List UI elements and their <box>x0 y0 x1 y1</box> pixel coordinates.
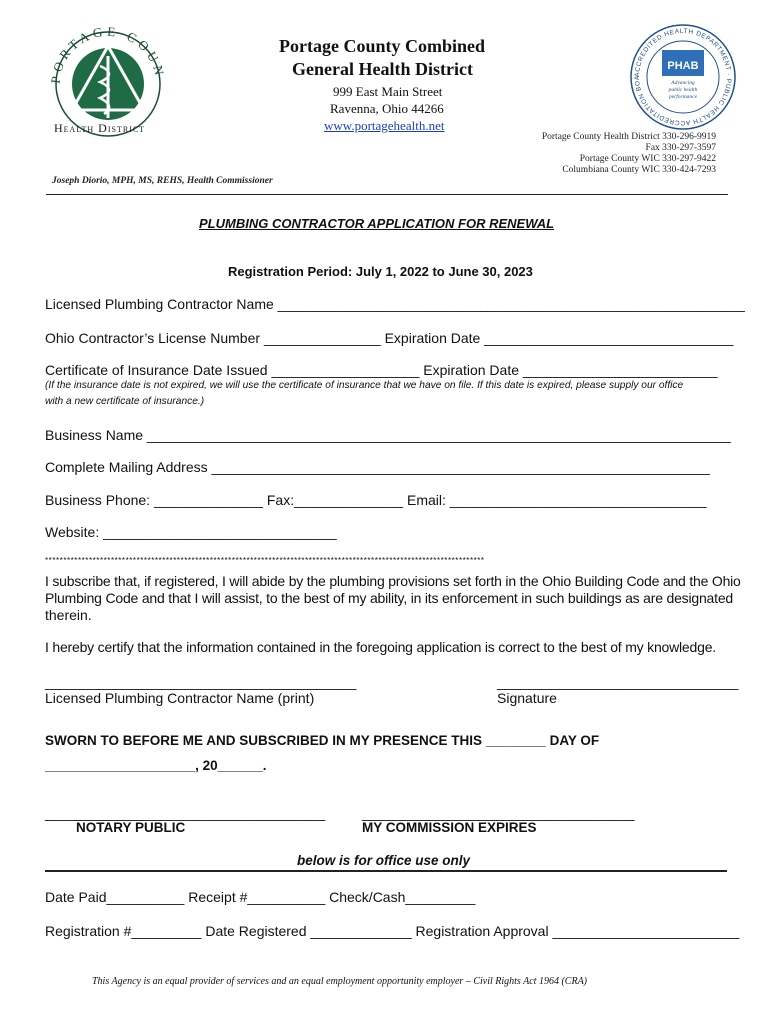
contact-line: Portage County WIC 330-297-9422 <box>579 154 716 164</box>
logo-caption: Health District <box>54 121 146 135</box>
business-name-field[interactable]: Business Name ___________________________________________________________________________ <box>45 427 731 443</box>
seal-acronym: PHAB <box>667 60 699 72</box>
seal-tagline-3: performance <box>668 94 698 100</box>
contact-line: Portage County Health District 330-296-9919 <box>541 132 716 142</box>
form-title: PLUMBING CONTRACTOR APPLICATION FOR RENEWAL <box>199 216 555 231</box>
seal-tagline-2: public health <box>668 87 698 93</box>
commission-blank[interactable]: ___________________________________ <box>362 805 635 821</box>
contact-block <box>542 132 716 176</box>
commissioner-name: Joseph Diorio, MPH, MS, REHS, Health Commissioner <box>52 176 273 186</box>
subscribe-line-2: Plumbing Code and that I will assist, to the best of my ability, in its enforcement in such buildings as are designated <box>45 590 733 606</box>
certify-statement: I hereby certify that the information contained in the foregoing application is correct to the best of my knowledge. <box>45 639 716 655</box>
notary-blank[interactable]: ____________________________________ <box>45 805 326 821</box>
header-divider <box>46 194 728 195</box>
logo-ring-text: PORTAGE COUN <box>48 23 168 85</box>
sworn-date-field[interactable]: ____________________, 20______. <box>45 758 267 773</box>
insurance-note-1: (If the insurance date is not expired, we will use the certificate of insurance that we have on file. If this date is expired, please supply our office <box>45 380 684 391</box>
phab-seal <box>628 22 738 132</box>
seal-tagline-1: Advancing <box>671 80 695 86</box>
contact-line: Columbiana County WIC 330-424-7293 <box>562 165 716 175</box>
address-line1: 999 East Main Street <box>333 84 443 99</box>
signature-blank[interactable]: _______________________________ <box>497 674 739 690</box>
website-link[interactable]: www.portagehealth.net <box>324 118 445 133</box>
subscribe-line-3: therein. <box>45 607 92 623</box>
insurance-date-field[interactable]: Certificate of Insurance Date Issued ___________________ Expiration Date _________________________ <box>45 362 718 378</box>
commission-expires-label: MY COMMISSION EXPIRES <box>362 820 537 835</box>
org-name-line2: General Health District <box>292 59 473 79</box>
org-name-line1: Portage County Combined <box>279 36 485 56</box>
subscribe-line-1: I subscribe that, if registered, I will abide by the plumbing provisions set forth in the Ohio Building Code and the Ohio <box>45 573 741 589</box>
seal-ring-text: ACCREDITED HEALTH DEPARTMENT · PUBLIC HEALTH ACCREDITATION BOA <box>633 27 733 127</box>
registration-period: Registration Period: July 1, 2022 to June 30, 2023 <box>228 264 533 279</box>
office-use-heading: below is for office use only <box>297 853 471 868</box>
notary-public-label: NOTARY PUBLIC <box>76 820 186 835</box>
insurance-note-2: with a new certificate of insurance.) <box>45 396 205 407</box>
name-print-blank[interactable]: ________________________________________ <box>45 674 357 690</box>
website-field[interactable]: Website: ______________________________ <box>45 524 337 540</box>
mailing-address-field[interactable]: Complete Mailing Address ________________________________________________________________ <box>45 459 710 475</box>
star-divider: ************************************************************************************************************************ <box>45 556 485 565</box>
contractor-name-field[interactable]: Licensed Plumbing Contractor Name ____________________________________________________________ <box>45 296 745 312</box>
sworn-statement: SWORN TO BEFORE ME AND SUBSCRIBED IN MY PRESENCE THIS ________ DAY OF <box>45 733 600 748</box>
signature-label: Signature <box>497 690 557 706</box>
portage-county-logo <box>48 22 168 137</box>
phone-fax-email-field[interactable]: Business Phone: ______________ Fax:______________ Email: _________________________________ <box>45 492 707 508</box>
office-use-divider <box>45 870 727 872</box>
accreditation-seal-icon <box>628 22 738 132</box>
caduceus-logo-icon <box>48 22 168 137</box>
footer-statement: This Agency is an equal provider of services and an equal employment opportunity employer – Civil Rights Act 1964 (CRA) <box>92 976 588 987</box>
contact-line: Fax 330-297-3597 <box>645 143 716 153</box>
address-line2: Ravenna, Ohio 44266 <box>330 101 444 116</box>
name-print-label: Licensed Plumbing Contractor Name (print) <box>45 690 315 706</box>
license-number-field[interactable]: Ohio Contractor’s License Number _______________ Expiration Date ________________________________ <box>45 330 734 346</box>
date-paid-receipt-field[interactable]: Date Paid__________ Receipt #__________ Check/Cash_________ <box>45 889 476 905</box>
registration-field[interactable]: Registration #_________ Date Registered _____________ Registration Approval ________________________ <box>45 923 740 939</box>
